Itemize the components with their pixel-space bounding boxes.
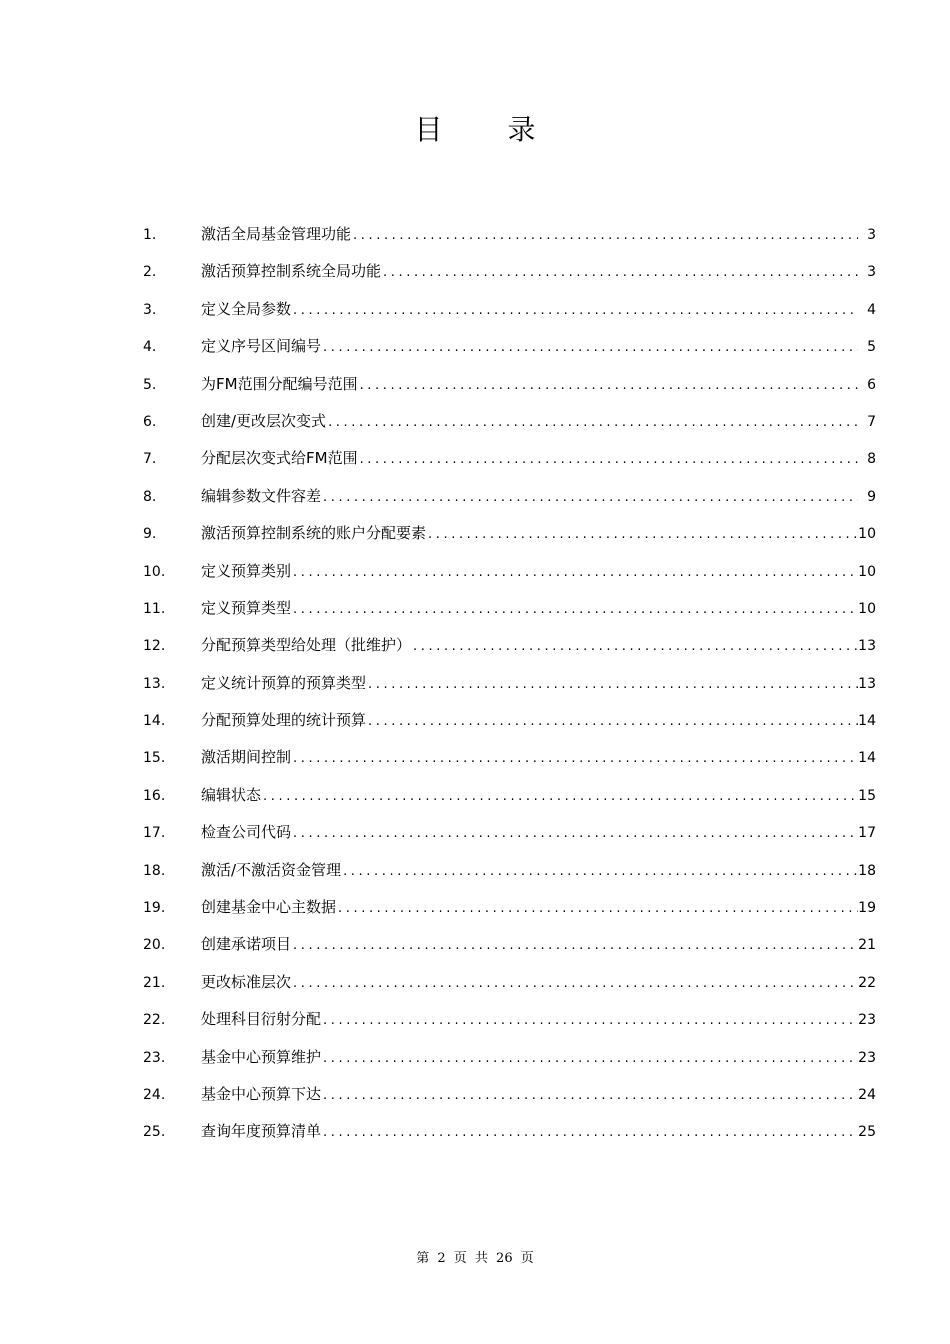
dot-leader — [261, 778, 858, 815]
toc-entry-page-number: 15 — [858, 787, 876, 804]
toc-entry-number: 19. — [143, 900, 166, 917]
toc-entry-number: 12. — [143, 638, 166, 655]
dot-leader — [291, 554, 858, 591]
toc-entry-page-number: 23 — [858, 1049, 876, 1066]
toc-entry[interactable] — [143, 253, 876, 290]
toc-entry-title: 定义预算类别 — [201, 561, 292, 580]
dot-leader — [326, 404, 858, 441]
toc-entry-title: 为FM范围分配编号范围 — [201, 374, 358, 393]
dot-leader — [291, 965, 858, 1002]
toc-entry-title: 创建/更改层次变式 — [201, 411, 327, 430]
toc-entry-page-number: 13 — [858, 675, 876, 692]
toc-entry-number: 23. — [143, 1049, 166, 1066]
toc-entry-title: 激活/不激活资金管理 — [201, 860, 342, 879]
toc-entry-title: 创建基金中心主数据 — [201, 898, 337, 917]
dot-leader — [321, 329, 858, 366]
toc-entry[interactable] — [143, 926, 876, 963]
toc-entry[interactable] — [143, 777, 876, 814]
toc-entry-page-number: 4 — [867, 301, 876, 318]
dot-leader — [366, 666, 858, 703]
dot-leader — [351, 217, 858, 254]
toc-entry-number: 22. — [143, 1012, 166, 1029]
toc-entry-title: 创建承诺项目 — [201, 935, 292, 954]
toc-entry[interactable] — [143, 627, 876, 664]
toc-entry-title: 编辑状态 — [201, 785, 262, 804]
toc-entry-page-number: 8 — [867, 451, 876, 468]
toc-entry-page-number: 10 — [858, 526, 876, 543]
toc-entry-page-number: 17 — [858, 825, 876, 842]
toc-entry-page-number: 24 — [858, 1086, 876, 1103]
toc-entry-page-number: 13 — [858, 638, 876, 655]
toc-entry[interactable] — [143, 852, 876, 889]
toc-entry-page-number: 23 — [858, 1012, 876, 1029]
toc-entry[interactable] — [143, 665, 876, 702]
dot-leader — [321, 1077, 858, 1114]
toc-entry-page-number: 5 — [867, 339, 876, 356]
toc-entry-number: 17. — [143, 825, 166, 842]
toc-entry-title: 激活全局基金管理功能 — [201, 225, 352, 243]
dot-leader — [291, 292, 858, 329]
toc-entry-page-number: 10 — [858, 600, 876, 617]
toc-entry-title: 激活预算控制系统全局功能 — [201, 262, 382, 281]
toc-entry-title: 基金中心预算维护 — [201, 1047, 322, 1066]
dot-leader — [321, 1040, 858, 1077]
toc-entry-page-number: 14 — [858, 713, 876, 730]
toc-entry-page-number: 21 — [858, 937, 876, 954]
toc-entry[interactable] — [143, 1039, 876, 1076]
toc-entry-page-number: 19 — [858, 900, 876, 917]
dot-leader — [321, 1114, 858, 1151]
toc-entry-title: 激活期间控制 — [201, 748, 292, 767]
toc-entry-title: 处理科目衍射分配 — [201, 1010, 322, 1029]
document-title: 目 录 — [414, 113, 564, 146]
dot-leader — [321, 479, 858, 516]
dot-leader — [291, 591, 858, 628]
toc-entry[interactable] — [143, 1001, 876, 1038]
toc-entry[interactable] — [143, 889, 876, 926]
dot-leader — [381, 254, 858, 291]
toc-entry-title: 基金中心预算下达 — [201, 1084, 322, 1103]
dot-leader — [341, 853, 858, 890]
table-of-contents — [143, 216, 876, 1151]
toc-entry-number: 6. — [143, 413, 157, 430]
toc-entry[interactable] — [143, 814, 876, 851]
dot-leader — [358, 441, 858, 478]
toc-entry-page-number: 6 — [867, 376, 876, 393]
dot-leader — [358, 367, 858, 404]
toc-entry[interactable] — [143, 366, 876, 403]
toc-entry-title: 查询年度预算清单 — [201, 1122, 322, 1141]
toc-entry-number: 15. — [143, 750, 166, 767]
toc-entry-title: 定义全局参数 — [201, 299, 292, 318]
dot-leader — [336, 890, 858, 927]
dot-leader — [366, 703, 858, 740]
toc-entry-number: 16. — [143, 787, 166, 804]
toc-entry-title: 定义统计预算的预算类型 — [201, 673, 367, 692]
toc-entry-title: 分配预算类型给处理（批维护） — [201, 636, 412, 655]
toc-entry-page-number: 14 — [858, 750, 876, 767]
toc-entry-page-number: 18 — [858, 862, 876, 879]
toc-entry-page-number: 3 — [867, 264, 876, 281]
toc-entry-title: 分配预算处理的统计预算 — [201, 711, 367, 730]
toc-entry[interactable] — [143, 478, 876, 515]
toc-entry-page-number: 9 — [867, 488, 876, 505]
toc-entry-number: 8. — [143, 488, 157, 505]
page-footer: 第 2 页 共 26 页 — [416, 1251, 534, 1266]
dot-leader — [291, 927, 858, 964]
toc-entry-number: 3. — [143, 301, 157, 318]
dot-leader — [291, 815, 858, 852]
toc-entry-number: 7. — [143, 451, 157, 468]
toc-entry-page-number: 25 — [858, 1124, 876, 1141]
toc-entry-number: 10. — [143, 563, 166, 580]
toc-entry-number: 25. — [143, 1124, 166, 1141]
toc-entry[interactable] — [143, 291, 876, 328]
dot-leader — [321, 1002, 858, 1039]
toc-entry[interactable] — [143, 553, 876, 590]
toc-entry[interactable] — [143, 964, 876, 1001]
toc-entry-page-number: 7 — [867, 413, 876, 430]
toc-entry-title: 激活预算控制系统的账户分配要素 — [201, 524, 427, 543]
toc-entry-page-number: 3 — [867, 227, 876, 243]
toc-entry-number: 5. — [143, 376, 157, 393]
toc-entry-number: 24. — [143, 1086, 166, 1103]
toc-entry[interactable] — [143, 1113, 876, 1150]
toc-entry[interactable] — [143, 440, 876, 477]
toc-entry-number: 4. — [143, 339, 157, 356]
toc-entry-title: 更改标准层次 — [201, 972, 292, 991]
toc-entry-title: 检查公司代码 — [201, 823, 292, 842]
dot-leader — [411, 628, 858, 665]
toc-entry-title: 定义序号区间编号 — [201, 337, 322, 356]
toc-entry[interactable] — [143, 590, 876, 627]
toc-entry-title: 编辑参数文件容差 — [201, 486, 322, 505]
toc-entry-number: 14. — [143, 713, 166, 730]
toc-entry-page-number: 22 — [858, 974, 876, 991]
toc-entry-number: 2. — [143, 264, 157, 281]
toc-entry[interactable] — [143, 403, 876, 440]
toc-entry-title: 定义预算类型 — [201, 598, 292, 617]
toc-entry-number: 21. — [143, 974, 166, 991]
toc-entry-number: 20. — [143, 937, 166, 954]
dot-leader — [291, 740, 858, 777]
toc-entry-number: 18. — [143, 862, 166, 879]
toc-entry[interactable] — [143, 739, 876, 776]
toc-entry-number: 1. — [143, 227, 157, 243]
toc-entry[interactable] — [143, 1076, 876, 1113]
dot-leader — [426, 516, 858, 553]
toc-entry[interactable] — [143, 702, 876, 739]
toc-entry-number: 13. — [143, 675, 166, 692]
toc-entry[interactable] — [143, 328, 876, 365]
toc-entry-page-number: 10 — [858, 563, 876, 580]
toc-entry-number: 9. — [143, 526, 157, 543]
toc-entry-number: 11. — [143, 600, 166, 617]
toc-entry[interactable] — [143, 515, 876, 552]
toc-entry[interactable] — [143, 216, 876, 253]
toc-entry-title: 分配层次变式给FM范围 — [201, 449, 358, 468]
